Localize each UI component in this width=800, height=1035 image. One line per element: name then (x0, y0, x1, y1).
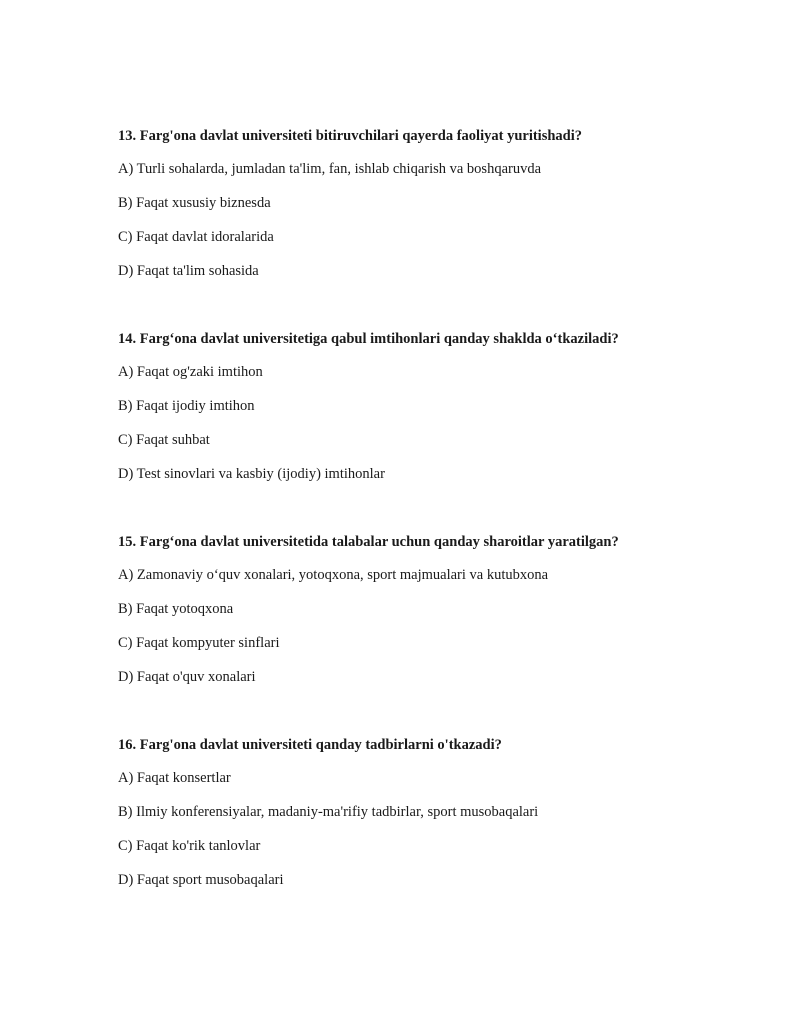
answer-option-c: C) Faqat suhbat (118, 432, 210, 448)
question-13 (118, 127, 738, 296)
answer-option-c: C) Faqat davlat idoralarida (118, 229, 274, 245)
question-14 (118, 330, 738, 499)
question-title: 13. Farg'ona davlat universiteti bitiruvchilari qayerda faoliyat yuritishadi? (118, 128, 582, 144)
answer-option-b: B) Faqat xususiy biznesda (118, 195, 271, 211)
answer-option-d: D) Faqat o'quv xonalari (118, 669, 256, 685)
answer-option-d: D) Faqat sport musobaqalari (118, 872, 284, 888)
question-15 (118, 533, 738, 702)
question-title: 15. Farg‘ona davlat universitetida talabalar uchun qanday sharoitlar yaratilgan? (118, 534, 619, 550)
answer-option-b: B) Ilmiy konferensiyalar, madaniy-ma'rifiy tadbirlar, sport musobaqalari (118, 804, 539, 820)
answer-option-c: C) Faqat kompyuter sinflari (118, 635, 280, 651)
question-16 (118, 736, 738, 905)
answer-option-c: C) Faqat ko'rik tanlovlar (118, 838, 261, 854)
answer-option-a: A) Faqat og'zaki imtihon (118, 364, 263, 380)
question-title: 16. Farg'ona davlat universiteti qanday tadbirlarni o'tkazadi? (118, 737, 502, 753)
answer-option-a: A) Turli sohalarda, jumladan ta'lim, fan, ishlab chiqarish va boshqaruvda (118, 161, 542, 177)
answer-option-d: D) Faqat ta'lim sohasida (118, 263, 259, 279)
question-title: 14. Farg‘ona davlat universitetiga qabul imtihonlari qanday shaklda o‘tkaziladi? (118, 331, 619, 347)
answer-option-a: A) Zamonaviy o‘quv xonalari, yotoqxona, sport majmualari va kutubxona (118, 567, 549, 583)
answer-option-a: A) Faqat konsertlar (118, 770, 231, 786)
answer-option-d: D) Test sinovlari va kasbiy (ijodiy) imtihonlar (118, 466, 385, 482)
answer-option-b: B) Faqat ijodiy imtihon (118, 398, 255, 414)
answer-option-b: B) Faqat yotoqxona (118, 601, 234, 617)
